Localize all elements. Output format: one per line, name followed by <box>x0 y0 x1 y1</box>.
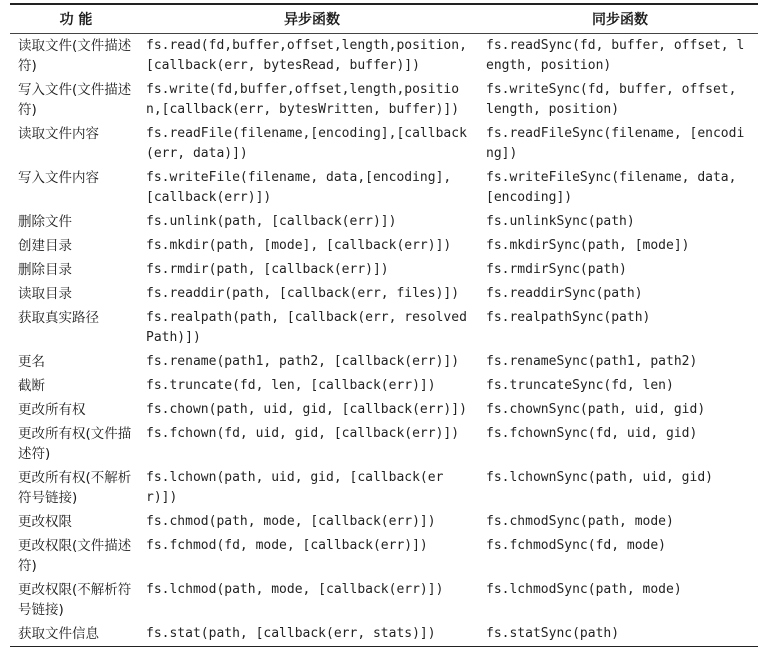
async-cell: fs.lchown(path, uid, gid, [callback(err)]) <box>146 470 444 505</box>
sync-cell: fs.readdirSync(path) <box>486 286 643 301</box>
function-cell: 删除目录 <box>18 262 72 278</box>
table-row <box>10 166 758 210</box>
async-cell: fs.mkdir(path, [mode], [callback(err)]) <box>146 238 452 253</box>
function-cell: 更改权限(文件描述符) <box>18 538 132 574</box>
sync-cell: fs.chmodSync(path, mode) <box>486 514 674 529</box>
sync-cell: fs.chownSync(path, uid, gid) <box>486 402 706 417</box>
table-row <box>10 350 758 374</box>
async-cell: fs.realpath(path, [callback(err, resolvedPath)]) <box>146 310 467 345</box>
table-row <box>10 258 758 282</box>
sync-cell: fs.readFileSync(filename, [encoding]) <box>486 126 745 161</box>
async-cell: fs.readFile(filename,[encoding],[callback(err, data)]) <box>146 126 467 161</box>
sync-cell: fs.realpathSync(path) <box>486 310 651 325</box>
header-row <box>10 4 758 34</box>
async-cell: fs.write(fd,buffer,offset,length,position,[callback(err, bytesWritten, buffer)]) <box>146 82 460 117</box>
sync-cell: fs.mkdirSync(path, [mode]) <box>486 238 690 253</box>
function-cell: 截断 <box>18 378 45 394</box>
function-cell: 更名 <box>18 354 45 370</box>
header-function: 功 能 <box>10 4 142 34</box>
sync-cell: fs.writeFileSync(filename, data, [encoding]) <box>486 170 737 205</box>
async-cell: fs.truncate(fd, len, [callback(err)]) <box>146 378 436 393</box>
function-cell: 读取文件内容 <box>18 126 99 142</box>
table-row <box>10 578 758 622</box>
async-cell: fs.read(fd,buffer,offset,length,position,[callback(err, bytesRead, buffer)]) <box>146 38 467 73</box>
sync-cell: fs.unlinkSync(path) <box>486 214 635 229</box>
table-row <box>10 306 758 350</box>
table-row <box>10 234 758 258</box>
function-cell: 更改权限(不解析符号链接) <box>18 582 132 618</box>
sync-cell: fs.fchmodSync(fd, mode) <box>486 538 667 553</box>
table-row <box>10 210 758 234</box>
table-row <box>10 78 758 122</box>
async-cell: fs.readdir(path, [callback(err, files)]) <box>146 286 460 301</box>
table-row <box>10 466 758 510</box>
async-cell: fs.chmod(path, mode, [callback(err)]) <box>146 514 436 529</box>
async-cell: fs.fchown(fd, uid, gid, [callback(err)]) <box>146 426 460 441</box>
async-cell: fs.unlink(path, [callback(err)]) <box>146 214 397 229</box>
function-cell: 获取真实路径 <box>18 310 99 326</box>
table-row <box>10 622 758 647</box>
function-cell: 更改所有权(不解析符号链接) <box>18 470 132 506</box>
header-sync: 同步函数 <box>482 4 758 34</box>
function-cell: 写入文件(文件描述符) <box>18 82 132 118</box>
sync-cell: fs.readSync(fd, buffer, offset, length, position) <box>486 38 745 73</box>
function-cell: 更改权限 <box>18 514 72 530</box>
function-cell: 读取目录 <box>18 286 72 302</box>
function-cell: 读取文件(文件描述符) <box>18 38 132 74</box>
sync-cell: fs.fchownSync(fd, uid, gid) <box>486 426 698 441</box>
async-cell: fs.writeFile(filename, data,[encoding], [callback(err)]) <box>146 170 452 205</box>
table-row <box>10 534 758 578</box>
table-row <box>10 374 758 398</box>
fs-functions-table <box>10 3 758 647</box>
async-cell: fs.rmdir(path, [callback(err)]) <box>146 262 389 277</box>
function-cell: 更改所有权 <box>18 402 86 418</box>
async-cell: fs.chown(path, uid, gid, [callback(err)]) <box>146 402 467 417</box>
header-async: 异步函数 <box>142 4 482 34</box>
sync-cell: fs.lchmodSync(path, mode) <box>486 582 682 597</box>
async-cell: fs.stat(path, [callback(err, stats)]) <box>142 622 482 647</box>
sync-cell: fs.statSync(path) <box>482 622 758 647</box>
table-row <box>10 510 758 534</box>
function-cell: 更改所有权(文件描述符) <box>18 426 132 462</box>
async-cell: fs.rename(path1, path2, [callback(err)]) <box>146 354 460 369</box>
table-row <box>10 282 758 306</box>
table-row <box>10 122 758 166</box>
function-cell: 删除文件 <box>18 214 72 230</box>
sync-cell: fs.rmdirSync(path) <box>486 262 627 277</box>
sync-cell: fs.writeSync(fd, buffer, offset, length, position) <box>486 82 737 117</box>
function-cell: 获取文件信息 <box>10 622 142 647</box>
sync-cell: fs.lchownSync(path, uid, gid) <box>486 470 713 485</box>
function-cell: 写入文件内容 <box>18 170 99 186</box>
sync-cell: fs.truncateSync(fd, len) <box>486 378 674 393</box>
async-cell: fs.lchmod(path, mode, [callback(err)]) <box>146 582 444 597</box>
async-cell: fs.fchmod(fd, mode, [callback(err)]) <box>146 538 428 553</box>
function-cell: 创建目录 <box>18 238 72 254</box>
sync-cell: fs.renameSync(path1, path2) <box>486 354 698 369</box>
table-row <box>10 34 758 79</box>
table-row <box>10 398 758 422</box>
table-row <box>10 422 758 466</box>
